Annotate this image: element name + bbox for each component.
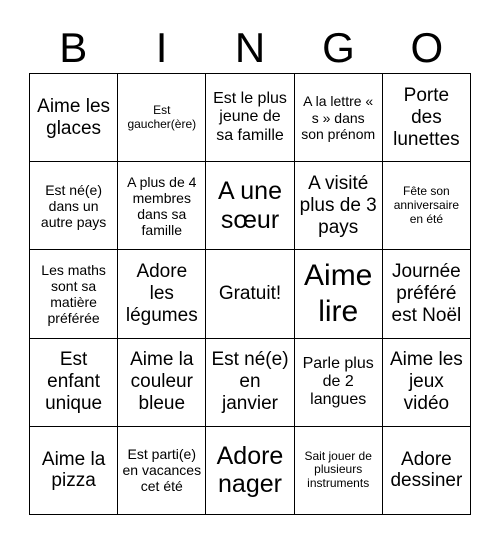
bingo-cell-r4-c1[interactable]	[30, 339, 118, 427]
bingo-cell-r5-c5[interactable]	[383, 427, 471, 515]
bingo-grid	[29, 73, 471, 515]
bingo-cell-r5-c2[interactable]	[118, 427, 206, 515]
bingo-cell-text: Sait jouer de plusieurs instruments	[304, 448, 372, 491]
bingo-cell-text: A la lettre « s » dans son prénom	[301, 93, 376, 142]
bingo-cell-text: Fête son anniversaire en été	[393, 184, 460, 226]
bingo-cell-text: Journée préféré est Noël	[391, 261, 462, 326]
bingo-cell-text: A plus de 4 membres dans sa famille	[127, 173, 197, 238]
header-letter-n: N	[234, 24, 266, 71]
bingo-cell-text: Adore les légumes	[125, 261, 198, 326]
bingo-header	[29, 22, 471, 74]
bingo-cell-r3-c4[interactable]	[295, 250, 383, 338]
bingo-cell-text: Porte des lunettes	[393, 84, 460, 150]
bingo-cell-r3-c3[interactable]	[206, 250, 294, 338]
bingo-cell-text: Est parti(e) en vacances cet été	[122, 446, 202, 495]
bingo-cell-text: Les maths sont sa matière préférée	[41, 261, 106, 327]
bingo-cell-r1-c3[interactable]	[206, 74, 294, 162]
bingo-cell-text: Est né(e) dans un autre pays	[40, 181, 107, 230]
bingo-cell-text: Aime la couleur bleue	[130, 349, 194, 415]
bingo-cell-r2-c2[interactable]	[118, 162, 206, 250]
bingo-cell-text: Aime la pizza	[41, 448, 106, 492]
bingo-cell-text: Est le plus jeune de sa famille	[213, 90, 287, 144]
bingo-cell-r2-c5[interactable]	[383, 162, 471, 250]
bingo-cell-r2-c4[interactable]	[295, 162, 383, 250]
header-letter-b: B	[59, 24, 88, 71]
bingo-cell-r3-c2[interactable]	[118, 250, 206, 338]
bingo-cell-text: Adore nager	[216, 441, 284, 499]
bingo-cell-r4-c3[interactable]	[206, 339, 294, 427]
header-letter-o: O	[410, 24, 444, 71]
bingo-cell-r2-c1[interactable]	[30, 162, 118, 250]
bingo-cell-text: Aime lire	[304, 258, 373, 328]
bingo-cell-text: Gratuit!	[218, 283, 282, 305]
bingo-cell-text: Adore dessiner	[390, 448, 463, 492]
bingo-cell-text: Est enfant unique	[45, 349, 103, 415]
bingo-cell-text: A visité plus de 3 pays	[299, 173, 377, 238]
bingo-cell-text: Parle plus de 2 langues	[302, 354, 374, 409]
bingo-cell-r5-c4[interactable]	[295, 427, 383, 515]
bingo-cell-r4-c5[interactable]	[383, 339, 471, 427]
bingo-cell-r4-c2[interactable]	[118, 339, 206, 427]
bingo-cell-r2-c3[interactable]	[206, 162, 294, 250]
bingo-cell-r5-c1[interactable]	[30, 427, 118, 515]
bingo-cell-r1-c1[interactable]	[30, 74, 118, 162]
bingo-cell-r1-c4[interactable]	[295, 74, 383, 162]
header-letter-g: G	[322, 24, 355, 71]
bingo-cell-r5-c3[interactable]	[206, 427, 294, 515]
bingo-cell-r1-c2[interactable]	[118, 74, 206, 162]
bingo-cell-text: A une sœur	[218, 177, 282, 234]
bingo-cell-r4-c4[interactable]	[295, 339, 383, 427]
bingo-cell-r1-c5[interactable]	[383, 74, 471, 162]
bingo-cell-r3-c1[interactable]	[30, 250, 118, 338]
bingo-cell-r3-c5[interactable]	[383, 250, 471, 338]
bingo-cell-text: Aime les jeux vidéo	[389, 349, 463, 415]
header-letter-i: I	[155, 24, 168, 71]
bingo-cell-text: Aime les glaces	[37, 95, 111, 139]
bingo-cell-text: Est né(e) en janvier	[211, 349, 289, 415]
bingo-cell-text: Est gaucher(ère)	[127, 102, 197, 131]
